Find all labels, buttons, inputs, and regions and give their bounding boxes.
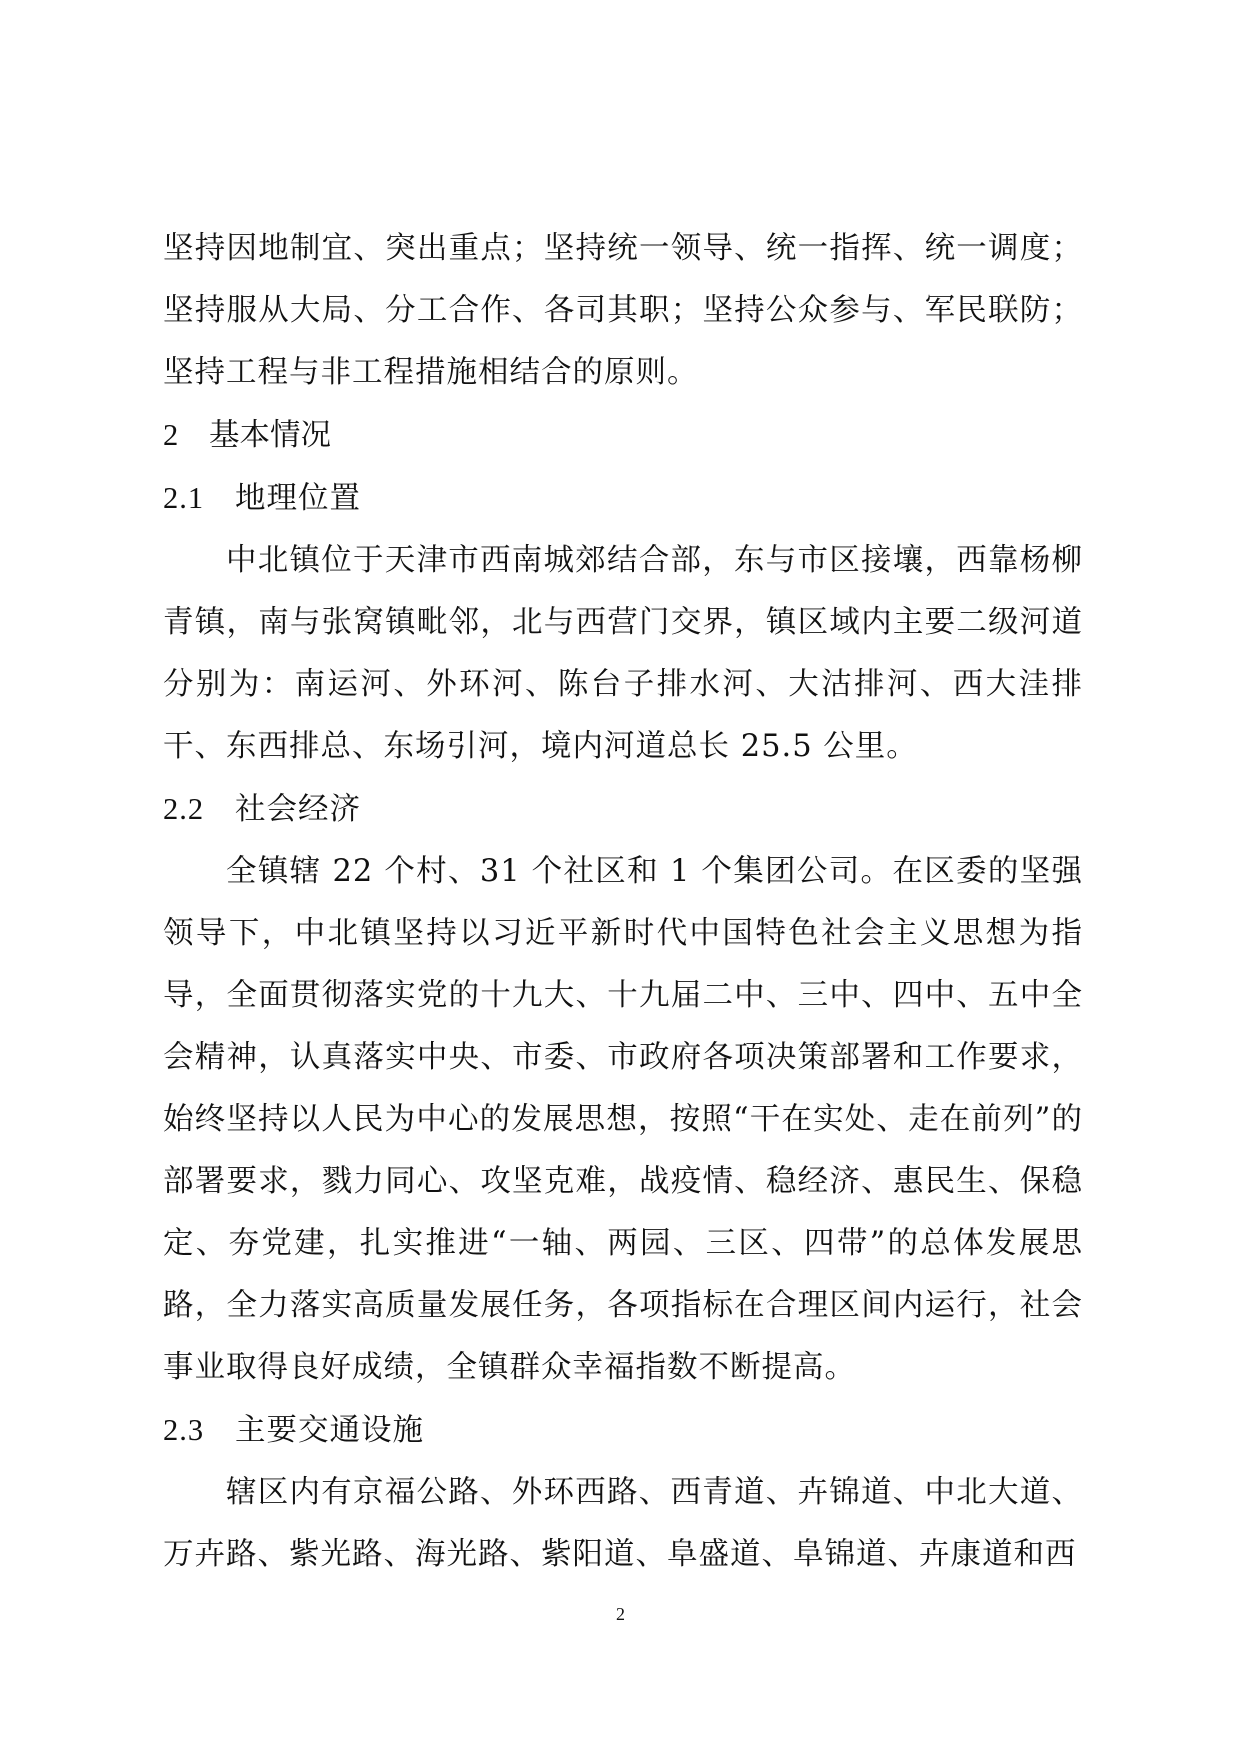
document-page xyxy=(163,218,1083,1586)
subsection-title: 社会经济 xyxy=(235,792,361,827)
subsection-heading-2-3 xyxy=(163,1399,1083,1462)
geography-paragraph: 中北镇位于天津市西南城郊结合部，东与市区接壤，西靠杨柳青镇，南与张窝镇毗邻，北与西营门交界，镇区域内主要二级河道分别为：南运河、外环河、陈台子排水河、大沽排河、西大洼排干、东西排总、东场引河，境内河道总长 25.5 公里。 xyxy=(163,543,1083,764)
subsection-number: 2.1 xyxy=(163,481,205,515)
section-heading-2 xyxy=(163,404,1083,467)
economy-paragraph: 全镇辖 22 个村、31 个社区和 1 个集团公司。在区委的坚强领导下，中北镇坚持以习近平新时代中国特色社会主义思想为指导，全面贯彻落实党的十九大、十九届二中、三中、四中、五中全会精神，认真落实中央、市委、市政府各项决策部署和工作要求，始终坚持以人民为中心的发展思想，按照“干在实处、走在前列”的部署要求，戮力同心、攻坚克难，战疫情、稳经济、惠民生、保稳定、夯党建，扎实推进“一轴、两园、三区、四带”的总体发展思路，全力落实高质量发展任务，各项指标在合理区间内运行，社会事业取得良好成绩，全镇群众幸福指数不断提高。 xyxy=(163,854,1083,1385)
subsection-title: 主要交通设施 xyxy=(235,1413,424,1448)
subsection-heading-2-1 xyxy=(163,467,1083,530)
subsection-heading-2-2 xyxy=(163,778,1083,841)
subsection-title: 地理位置 xyxy=(235,481,361,516)
section-title: 基本情况 xyxy=(209,418,331,453)
transport-paragraph: 辖区内有京福公路、外环西路、西青道、卉锦道、中北大道、万卉路、紫光路、海光路、紫阳道、阜盛道、阜锦道、卉康道和西 xyxy=(163,1475,1083,1572)
subsection-number: 2.2 xyxy=(163,792,205,826)
page-number: 2 xyxy=(616,1604,625,1624)
intro-paragraph: 坚持因地制宜、突出重点；坚持统一领导、统一指挥、统一调度；坚持服从大局、分工合作、各司其职；坚持公众参与、军民联防；坚持工程与非工程措施相结合的原则。 xyxy=(163,231,1083,390)
section-number: 2 xyxy=(163,418,179,452)
subsection-number: 2.3 xyxy=(163,1413,205,1447)
